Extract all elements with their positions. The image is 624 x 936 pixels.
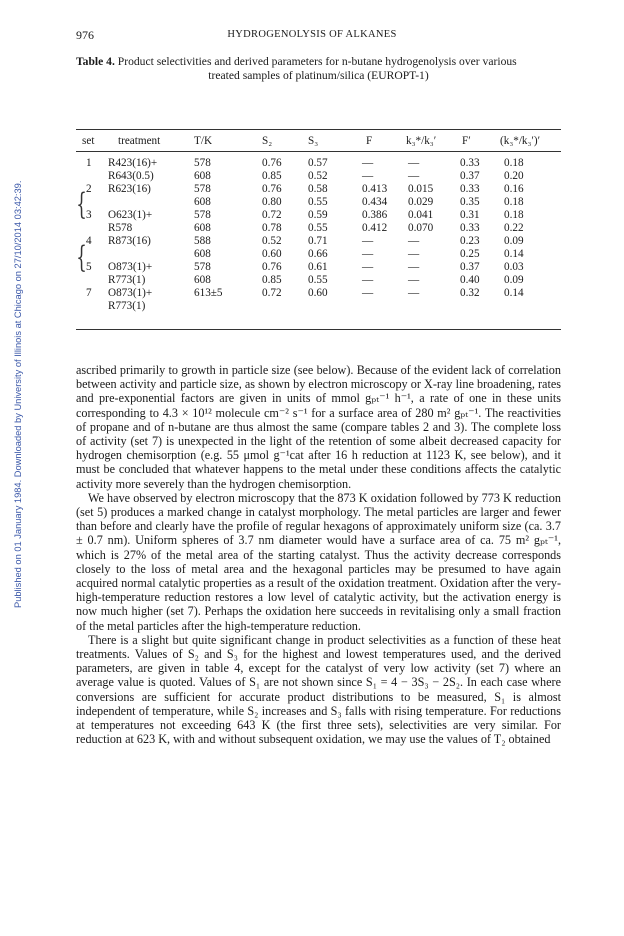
table-cell: — — [408, 261, 420, 273]
table-cell: R773(1) — [108, 274, 146, 286]
table-cell: 0.59 — [308, 209, 328, 221]
set2-brace: { — [76, 187, 87, 222]
table-cell: — — [362, 157, 374, 169]
table-body — [76, 157, 561, 313]
table-cell: 0.37 — [460, 170, 480, 182]
table-row — [76, 261, 561, 274]
table-cell: — — [408, 157, 420, 169]
page-number: 976 — [76, 28, 94, 42]
table-label: Table 4. — [76, 55, 115, 68]
table-cell — [76, 222, 100, 235]
table-cell: — — [408, 235, 420, 247]
table-bottom-rule — [76, 329, 561, 330]
table-cell: — — [362, 170, 374, 182]
table-cell: 0.35 — [460, 196, 480, 208]
table-cell: 0.76 — [262, 157, 282, 169]
table-cell: O623(1)+ — [108, 209, 153, 221]
table-cell: 0.37 — [460, 261, 480, 273]
table-top-rule — [76, 129, 561, 130]
header-k-ratio: k₃*/k₃′ — [406, 134, 437, 147]
table-cell: 0.070 — [408, 222, 434, 234]
table-cell — [100, 248, 188, 261]
table-cell: 0.14 — [504, 248, 524, 260]
table-cell: 0.434 — [362, 196, 388, 208]
table-cell: 0.029 — [408, 196, 434, 208]
table-cell: — — [362, 274, 374, 286]
table-cell: 0.20 — [504, 170, 524, 182]
table-cell: O873(1)+ — [108, 287, 153, 299]
table-cell: — — [408, 274, 420, 286]
table-cell: 0.33 — [460, 183, 480, 195]
table-cell — [100, 196, 188, 209]
table-cell: 0.52 — [308, 170, 328, 182]
table-cell — [250, 300, 296, 313]
table-cell: 0.60 — [308, 287, 328, 299]
table-cell: 0.33 — [460, 157, 480, 169]
table-cell: — — [408, 170, 420, 182]
table-cell: 0.14 — [504, 287, 524, 299]
table-cell: 0.72 — [262, 287, 282, 299]
table-cell: R423(16)+ — [108, 157, 158, 169]
table-cell: 0.09 — [504, 274, 524, 286]
table-cell: — — [362, 235, 374, 247]
table-cell — [450, 300, 494, 313]
table-cell: 0.57 — [308, 157, 328, 169]
table-row — [76, 274, 561, 287]
table-cell — [296, 300, 346, 313]
table-cell — [188, 300, 250, 313]
table-cell: 0.78 — [262, 222, 282, 234]
table-row — [76, 287, 561, 300]
table-cell: 0.60 — [262, 248, 282, 260]
table-row — [76, 196, 561, 209]
table-cell: 3 — [86, 209, 92, 221]
table-cell — [398, 300, 450, 313]
table-cell: 0.25 — [460, 248, 480, 260]
table-cell — [76, 170, 100, 183]
table-row — [76, 222, 561, 235]
selectivity-table — [76, 131, 561, 313]
table-cell: 0.71 — [308, 235, 328, 247]
table-cell — [76, 300, 100, 313]
table-cell: 0.18 — [504, 209, 524, 221]
table-cell: 0.40 — [460, 274, 480, 286]
download-watermark — [2, 88, 23, 608]
header-set: set — [82, 134, 95, 147]
table-row — [76, 300, 561, 313]
table-cell: 0.32 — [460, 287, 480, 299]
table-cell: 0.015 — [408, 183, 434, 195]
table-cell: 578 — [194, 157, 211, 169]
header-s2: S₂ — [262, 134, 273, 147]
table-cell: 588 — [194, 235, 211, 247]
table-cell: R578 — [108, 222, 133, 234]
table-cell: 0.22 — [504, 222, 524, 234]
table-cell: 0.72 — [262, 209, 282, 221]
table-cell: 4 — [86, 235, 92, 247]
table-cell: 7 — [86, 287, 92, 299]
table-cell: 0.58 — [308, 183, 328, 195]
header-f: F — [366, 134, 373, 147]
table-cell: 0.55 — [308, 196, 328, 208]
table-cell: 578 — [194, 261, 211, 273]
set4-brace: { — [76, 240, 87, 275]
table-header-row — [76, 131, 561, 151]
table-cell — [346, 300, 398, 313]
header-f-prime: F′ — [462, 134, 471, 147]
table-cell: 2 — [86, 183, 92, 195]
body-text — [76, 363, 561, 746]
table-cell — [494, 300, 561, 313]
table-cell: — — [362, 261, 374, 273]
table-cell: 608 — [194, 274, 211, 286]
table-cell: 0.31 — [460, 209, 480, 221]
table-cell: 0.16 — [504, 183, 524, 195]
table-cell: 0.85 — [262, 170, 282, 182]
table-cell: 0.55 — [308, 222, 328, 234]
table-cell: 0.76 — [262, 261, 282, 273]
table-cell: — — [362, 248, 374, 260]
table-cell: R623(16) — [108, 183, 151, 195]
table-cell: 608 — [194, 196, 211, 208]
table-cell: 0.55 — [308, 274, 328, 286]
table-cell: 0.09 — [504, 235, 524, 247]
table-cell: 0.23 — [460, 235, 480, 247]
table-cell: 613±5 — [194, 287, 223, 299]
table-cell: 1 — [86, 157, 92, 169]
table-cell: 0.18 — [504, 157, 524, 169]
table-cell: 578 — [194, 209, 211, 221]
table-cell: 0.18 — [504, 196, 524, 208]
header-temperature: T/K — [194, 134, 213, 147]
table-cell: 0.80 — [262, 196, 282, 208]
table-cell: 0.412 — [362, 222, 388, 234]
table-cell: — — [408, 287, 420, 299]
table-row — [76, 209, 561, 222]
table-cell: 578 — [194, 183, 211, 195]
table-cell: 0.85 — [262, 274, 282, 286]
table-row — [76, 183, 561, 196]
paragraph-1: ascribed primarily to growth in particle size (see below). Because of the evident lack of correlation between activity and particle size, as shown by electron microscopy or X-ray line broadening, rates and pre-exponential factors are given in units of mmol gₚₜ⁻¹ h⁻¹, a rate of one in these units corresponding to 4.3 × 10¹² molecule cm⁻² s⁻¹ for a surface area of 280 m² gₚₜ⁻¹. The reactivities of propane and of n-butane are thus almost the same (compare tables 2 and 3). The complete loss of activity (set 7) is unexpected in the light of the retention of some albeit decreased capacity for hydrogen chemisorption (e.g. 55 μmol g⁻¹cat after 16 h reduction at 1123 K, see below), and it must be concluded that whatever happens to the metal under these conditions affects the catalytic activity more severely than the hydrogen chemisorption. — [76, 363, 561, 491]
table-cell: R773(1) — [108, 300, 146, 312]
caption-line-1: Product selectivities and derived parameters for n-butane hydrogenolysis over various — [114, 55, 517, 68]
table-cell: 0.61 — [308, 261, 328, 273]
table-cell: 0.52 — [262, 235, 282, 247]
table-row — [76, 157, 561, 170]
table-cell: 0.03 — [504, 261, 524, 273]
paragraph-2: We have observed by electron microscopy that the 873 K oxidation followed by 773 K reduction (set 5) produces a marked change in catalyst morphology. The metal particles are larger and fewer than before and clearly have the profile of regular hexagons of approximately uniform size (ca. 3.7 ± 0.7 nm). Uniform spheres of 3.7 nm diameter would have a surface area of ca. 75 m² gₚₜ⁻¹, which is 27% of the metal area of the starting catalyst. Thus the activity decrease corresponds closely to the loss of metal area and the hexagonal particles may be presumed to have again acquired normal catalytic properties as a result of the oxidation treatment. Oxidation after the very-high-temperature reduction restores a low level of catalytic activity, but the activation energy is now much higher (set 7). Perhaps the oxidation here succeeds in revitalising only a small fraction of the metal particles after the high-temperature reduction. — [76, 490, 561, 633]
table-caption — [76, 55, 561, 82]
table-cell: 608 — [194, 222, 211, 234]
table-cell: — — [408, 248, 420, 260]
table-cell: 5 — [86, 261, 92, 273]
table-row — [76, 248, 561, 261]
header-s3: S₃ — [308, 134, 319, 147]
table-cell — [76, 274, 100, 287]
table-cell: 608 — [194, 248, 211, 260]
table-cell: 608 — [194, 170, 211, 182]
table-row — [76, 235, 561, 248]
table-cell: 0.66 — [308, 248, 328, 260]
running-head: HYDROGENOLYSIS OF ALKANES — [227, 29, 397, 40]
table-cell: R873(16) — [108, 235, 151, 247]
caption-line-2: treated samples of platinum/silica (EUROPT-1) — [208, 68, 429, 82]
header-k-ratio-prime: (k₃*/k₃′)′ — [500, 134, 541, 147]
download-watermark-text: Published on 01 January 1984. Downloaded by University of Illinois at Chicago on 27/10/2014 03:42:39. — [13, 180, 23, 608]
table-cell: — — [362, 287, 374, 299]
table-cell: 0.386 — [362, 209, 388, 221]
table-cell: 0.041 — [408, 209, 434, 221]
header-treatment: treatment — [118, 134, 161, 147]
table-cell: R643(0.5) — [108, 170, 154, 182]
table-cell: O873(1)+ — [108, 261, 153, 273]
table-row — [76, 170, 561, 183]
table-cell: 0.76 — [262, 183, 282, 195]
paragraph-3: There is a slight but quite significant change in product selectivities as a function of these heat treatments. Values of S₂ and S₃ for the highest and lowest temperatures used, and the derived parameters, are given in table 4, except for the catalyst of very low activity (set 7) where an average value is quoted. Values of S₁ are not shown since S₁ = 4 − 3S₃ − 2S₂. In each case where conversions are sufficient for accurate product distributions to be measured, S₁ is almost independent of temperature, while S₂ increases and S₃ falls with rising temperature. For reductions at temperatures not exceeding 643 K (the first three sets), selectivities are very similar. For reduction at 623 K, with and without subsequent oxidation, we may use the values of T₂ obtained — [76, 632, 561, 747]
table-cell: 0.33 — [460, 222, 480, 234]
table-cell: 0.413 — [362, 183, 388, 195]
